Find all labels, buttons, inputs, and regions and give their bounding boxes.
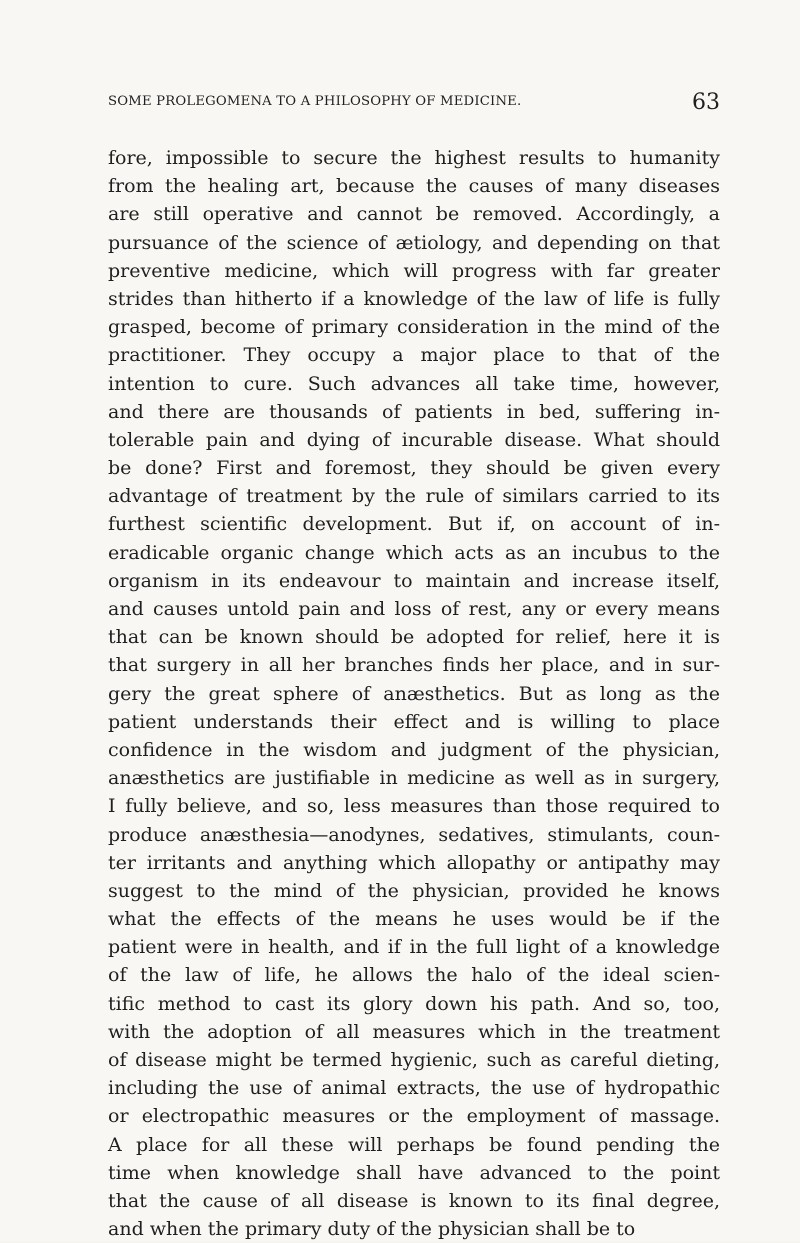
text-line: patient understands their effect and is willing to place — [108, 710, 720, 733]
text-line: intention to cure. Such advances all take time, however, — [108, 372, 720, 395]
text-line: practitioner. They occupy a major place to that of the — [108, 344, 720, 367]
text-line: that the cause of all disease is known to its final degree, — [108, 1189, 720, 1212]
text-line: what the effects of the means he uses would be if the — [108, 908, 720, 931]
text-line: of disease might be termed hygienic, such as careful dieting, — [108, 1049, 720, 1071]
text-line: gery the great sphere of anæsthetics. But as long as the — [108, 682, 720, 705]
text-line: organism in its endeavour to maintain and increase itself, — [108, 569, 720, 592]
text-line: of the law of life, he allows the halo of the ideal scien- — [108, 964, 720, 987]
text-line: eradicable organic change which acts as an incubus to the — [108, 541, 720, 564]
text-line: advantage of treatment by the rule of similars carried to its — [108, 485, 720, 508]
text-line: fore, impossible to secure the highest results to humanity — [108, 147, 720, 169]
text-line: including the use of animal extracts, the use of hydropathic — [108, 1077, 720, 1100]
page-number: 63 — [692, 90, 720, 115]
text-line: A place for all these will perhaps be found pending the — [108, 1133, 720, 1156]
text-line: patient were in health, and if in the full light of a knowledge — [108, 936, 720, 959]
text-line: strides than hitherto if a knowledge of the law of life is fully — [108, 287, 720, 310]
text-line: confidence in the wisdom and judgment of the physician, — [108, 738, 720, 761]
text-line: time when knowledge shall have advanced to the point — [108, 1161, 720, 1184]
page-header — [108, 92, 720, 116]
text-line: and there are thousands of patients in bed, suffering in- — [108, 400, 720, 423]
text-line: with the adoption of all measures which in the treatment — [108, 1020, 720, 1043]
running-head: SOME PROLEGOMENA TO A PHILOSOPHY OF MEDICINE. — [108, 94, 522, 109]
text-line: pursuance of the science of ætiology, and depending on that — [108, 231, 720, 254]
text-line: preventive medicine, which will progress with far greater — [108, 259, 720, 282]
text-line: tific method to cast its glory down his path. And so, too, — [108, 992, 720, 1015]
text-line: and causes untold pain and loss of rest, any or every means — [108, 598, 720, 620]
text-line: furthest scientific development. But if, on account of in- — [108, 513, 720, 536]
text-line: tolerable pain and dying of incurable disease. What should — [108, 428, 720, 451]
text-line: be done? First and foremost, they should be given every — [108, 457, 720, 480]
text-line: grasped, become of primary consideration in the mind of the — [108, 316, 720, 339]
text-line: that surgery in all her branches finds her place, and in sur- — [108, 654, 720, 677]
text-line: suggest to the mind of the physician, provided he knows — [108, 879, 720, 902]
text-line: are still operative and cannot be removed. Accordingly, a — [108, 203, 720, 226]
text-line: or electropathic measures or the employment of massage. — [108, 1105, 720, 1128]
text-line: anæsthetics are justifiable in medicine as well as in surgery, — [108, 767, 720, 790]
body-text — [108, 144, 720, 1243]
text-line: ter irritants and anything which allopathy or antipathy may — [108, 851, 720, 874]
text-line: I fully believe, and so, less measures than those required to — [108, 795, 720, 818]
text-line: from the healing art, because the causes of many diseases — [108, 175, 720, 198]
text-line: produce anæsthesia—anodynes, sedatives, stimulants, coun- — [108, 823, 720, 846]
text-line: and when the primary duty of the physician shall be to — [108, 1218, 636, 1241]
text-line: that can be known should be adopted for relief, here it is — [108, 626, 720, 649]
